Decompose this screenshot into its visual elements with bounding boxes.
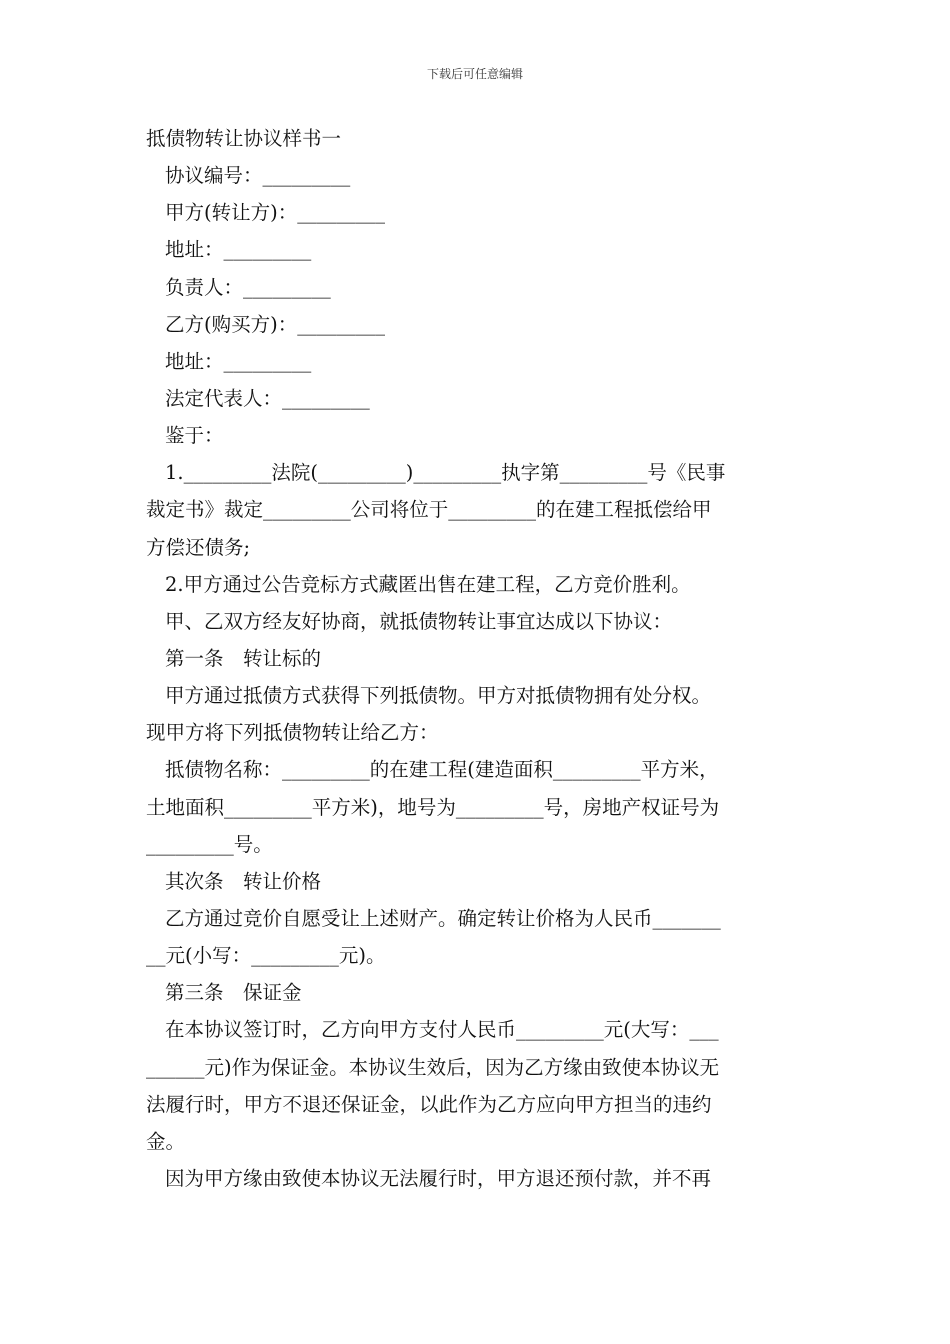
text-line: 其次条 转让价格 — [165, 870, 322, 893]
text-line: 第三条 保证金 — [165, 981, 302, 1004]
text-line: 土地面积_________平方米)，地号为_________号，房地产权证号为 — [146, 796, 720, 819]
text-line: 1._________法院(_________)_________执字第_________号《民事 — [165, 461, 726, 484]
text-line: 甲、乙双方经友好协商，就抵债物转让事宜达成以下协议： — [165, 610, 673, 633]
text-line: 裁定书》裁定_________公司将位于_________的在建工程抵偿给甲 — [146, 498, 712, 521]
text-line: 地址：_________ — [165, 238, 312, 261]
text-line: 金。 — [146, 1130, 186, 1153]
text-line: 乙方(购买方)：_________ — [165, 313, 385, 336]
text-line: _________号。 — [146, 833, 273, 856]
text-line: 鉴于： — [165, 424, 224, 447]
page-header: 下载后可任意编辑 — [426, 67, 523, 81]
text-line: 第一条 转让标的 — [165, 647, 322, 670]
text-line: 协议编号：_________ — [165, 164, 351, 187]
text-line: 甲方(转让方)：_________ — [165, 201, 385, 224]
text-line: 抵债物名称：_________的在建工程(建造面积_________平方米， — [165, 758, 719, 781]
text-line: 2.甲方通过公告竞标方式藏匿出售在建工程，乙方竞价胜利。 — [165, 573, 691, 596]
text-line: 方偿还债务; — [146, 536, 251, 559]
text-line: 地址：_________ — [165, 350, 312, 373]
text-line: 法定代表人：_________ — [165, 387, 370, 410]
text-line: 抵债物转让协议样书一 — [146, 127, 342, 150]
text-line: ______元)作为保证金。本协议生效后，因为乙方缘由致使本协议无 — [146, 1056, 720, 1079]
text-line: 现甲方将下列抵债物转让给乙方： — [146, 721, 439, 744]
text-line: 乙方通过竞价自愿受让上述财产。确定转让价格为人民币_______ — [165, 907, 721, 930]
text-line: 负责人：_________ — [165, 276, 331, 299]
text-line: 甲方通过抵债方式获得下列抵债物。甲方对抵债物拥有处分权。 — [165, 684, 712, 707]
text-line: 因为甲方缘由致使本协议无法履行时，甲方退还预付款，并不再 — [165, 1167, 712, 1190]
text-line: 在本协议签订时，乙方向甲方支付人民币_________元(大写：___ — [165, 1018, 719, 1041]
text-line: 法履行时，甲方不退还保证金，以此作为乙方应向甲方担当的违约 — [146, 1093, 712, 1116]
text-line: __元(小写：_________元)。 — [146, 944, 386, 967]
